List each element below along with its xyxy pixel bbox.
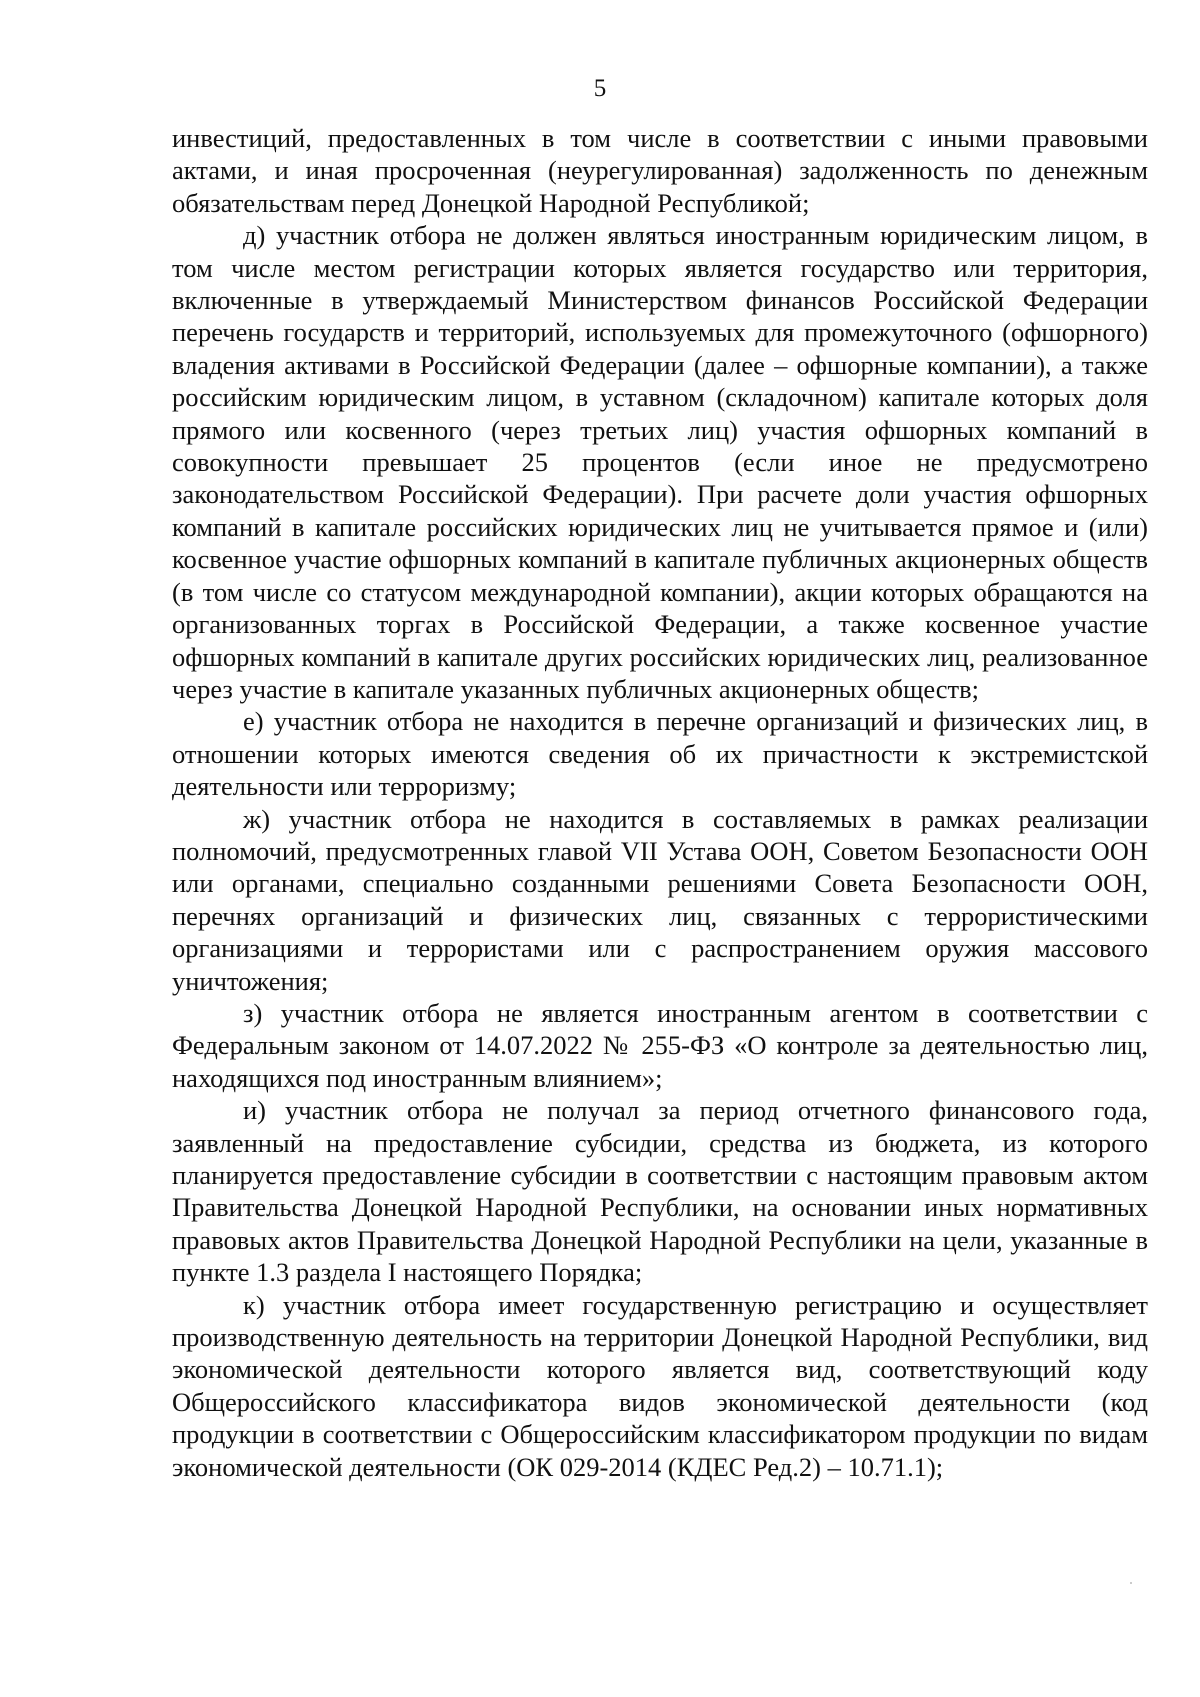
paragraph-item-e: е) участник отбора не находится в перечне организаций и физических лиц, в отношении которых имеются сведения об их причастности к экстремистской деятельности или терроризму; <box>172 706 1148 802</box>
paragraph-continuation: инвестиций, предоставленных в том числе в соответствии с иными правовыми актами, и иная просроченная (неурегулированная) задолженность по денежным обязательствам перед Донецкой Народной Республикой; <box>172 123 1148 218</box>
scan-speck <box>1130 1582 1132 1584</box>
paragraph-item-k: к) участник отбора имеет государственную регистрацию и осуществляет производственную деятельность на территории Донецкой Народной Республики, вид экономической деятельности которого является вид, соответствующий коду Общероссийского классификатора видов экономической деятельности (код продукции в соответствии с Общероссийским классификатором продукции по видам экономической деятельности (ОК 029-2014 (КДЕС Ред.2) – 10.71.1); <box>172 1289 1148 1482</box>
paragraph-item-i: и) участник отбора не получал за период отчетного финансового года, заявленный на предоставление субсидии, средства из бюджета, из которого планируется предоставление субсидии в соответствии с настоящим правовым актом Правительства Донецкой Народной Республики, на основании иных нормативных правовых актов Правительства Донецкой Народной Республики на цели, указанные в пункте 1.3 раздела I настоящего Порядка; <box>172 1095 1148 1288</box>
paragraph-item-d: д) участник отбора не должен являться иностранным юридическим лицом, в том числе местом регистрации которых является государство или территория, включенные в утверждаемый Министерством финансов Российской Федерации перечень государств и территорий, используемых для промежуточного (офшорного) владения активами в Российской Федерации (далее – офшорные компании), а также российским юридическим лицом, в уставном (складочном) капитале которых доля прямого или косвенного (через третьих лиц) участия офшорных компаний в совокупности превышает 25 процентов (если иное не предусмотрено законодательством Российской Федерации). При расчете доли участия офшорных компаний в капитале российских юридических лиц не учитывается прямое и (или) косвенное участие офшорных компаний в капитале публичных акционерных обществ (в том числе со статусом международной компании), акции которых обращаются на организованных торгах в Российской Федерации, а также косвенное участие офшорных компаний в капитале других российских юридических лиц, реализованное через участие в капитале указанных публичных акционерных обществ; <box>172 220 1148 704</box>
paragraph-item-zh: ж) участник отбора не находится в составляемых в рамках реализации полномочий, предусмотренных главой VII Устава ООН, Советом Безопасности ООН или органами, специально созданными решениями Совета Безопасности ООН, перечнях организаций и физических лиц, связанных с террористическими организациями и террористами или с распространением оружия массового уничтожения; <box>172 803 1148 996</box>
page-number: 5 <box>593 75 607 102</box>
paragraph-item-z: з) участник отбора не является иностранным агентом в соответствии с Федеральным законом от 14.07.2022 № 255-ФЗ «О контроле за деятельностью лиц, находящихся под иностранным влиянием»; <box>172 997 1148 1093</box>
document-body <box>172 122 1148 1483</box>
